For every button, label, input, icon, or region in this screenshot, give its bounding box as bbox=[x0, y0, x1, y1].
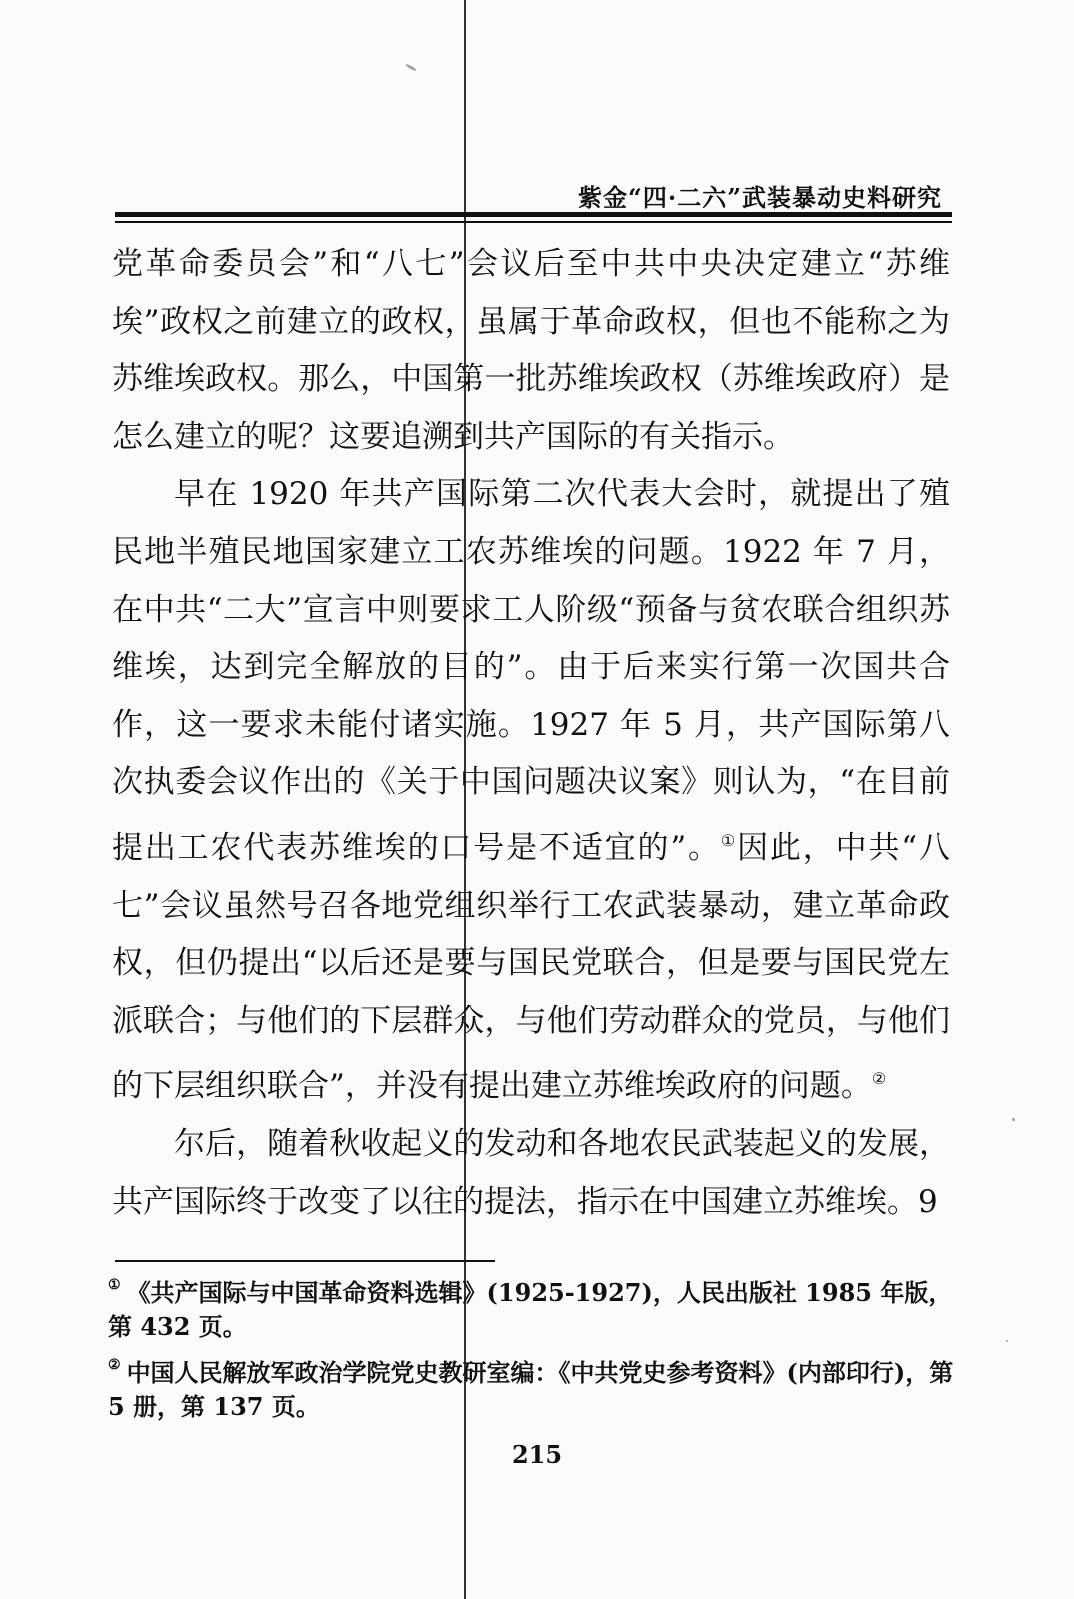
footnote-ref-2[interactable]: ② bbox=[871, 1069, 887, 1089]
page-number: 215 bbox=[511, 1440, 563, 1469]
footnote-2-text: 中国人民解放军政治学院党史教研室编：《中共党史参考资料》(内部印行)，第 5 册，第 137 页。 bbox=[108, 1358, 954, 1421]
footnote-1-text: 《共产国际与中国革命资料选辑》(1925-1927)，人民出版社 1985 年版，第 432 页。 bbox=[108, 1278, 953, 1341]
footnote-1 bbox=[108, 1268, 956, 1344]
paragraph-2-cont: 因此，中共“八七”会议虽然号召各地党组织举行工农武装暴动，建立革命政权，但仍提出“以后还是要与国民党联合，但是要与国民党左派联合；与他们的下层群众，与他们劳动群众的党员，与他们的下层组织联合”，并没有提出建立苏维埃政府的问题。 bbox=[112, 829, 950, 1105]
paragraph-1: 党革命委员会”和“八七”会议后至中共中央决定建立“苏维埃”政权之前建立的政权，虽属于革命政权，但也不能称之为苏维埃政权。那么，中国第一批苏维埃政权（苏维埃政府）是怎么建立的呢？这要追溯到共产国际的有关指示。 bbox=[112, 246, 950, 455]
scan-speck bbox=[1012, 1118, 1015, 1121]
scan-speck bbox=[405, 63, 417, 72]
paragraph-3: 尔后，随着秋收起义的发动和各地农民武装起义的发展，共产国际终于改变了以往的提法，指示在中国建立苏维埃。9 bbox=[112, 1125, 950, 1220]
paragraph-2 bbox=[112, 466, 950, 1116]
footnote-rule bbox=[115, 1260, 495, 1262]
scan-speck bbox=[1006, 1340, 1008, 1342]
paragraph-2-text: 早在 1920 年共产国际第二次代表大会时，就提出了殖民地半殖民地国家建立工农苏维埃的问题。1922 年 7 月，在中共“二大”宣言中则要求工人阶级“预备与贫农联合组织苏维埃，达到完全解放的目的”。由于后来实行第一次国共合作，这一要求未能付诸实施。1927 年 5 月，共产国际第八次执委会议作出的《关于中国问题决议案》则认为，“在目前提出工农代表苏维埃的口号是不适宜的”。 bbox=[112, 476, 950, 866]
header-rule-thin bbox=[115, 221, 952, 223]
running-header: 紫金“四·二六”武装暴动史料研究 bbox=[578, 183, 942, 212]
footnote-ref-1[interactable]: ① bbox=[720, 830, 738, 850]
body-text bbox=[112, 236, 950, 1231]
header-rule-thick bbox=[115, 212, 952, 217]
footnote-2-mark: ② bbox=[108, 1357, 121, 1373]
footnote-2 bbox=[108, 1348, 956, 1424]
footnotes bbox=[108, 1268, 956, 1428]
footnote-1-mark: ① bbox=[108, 1277, 121, 1293]
